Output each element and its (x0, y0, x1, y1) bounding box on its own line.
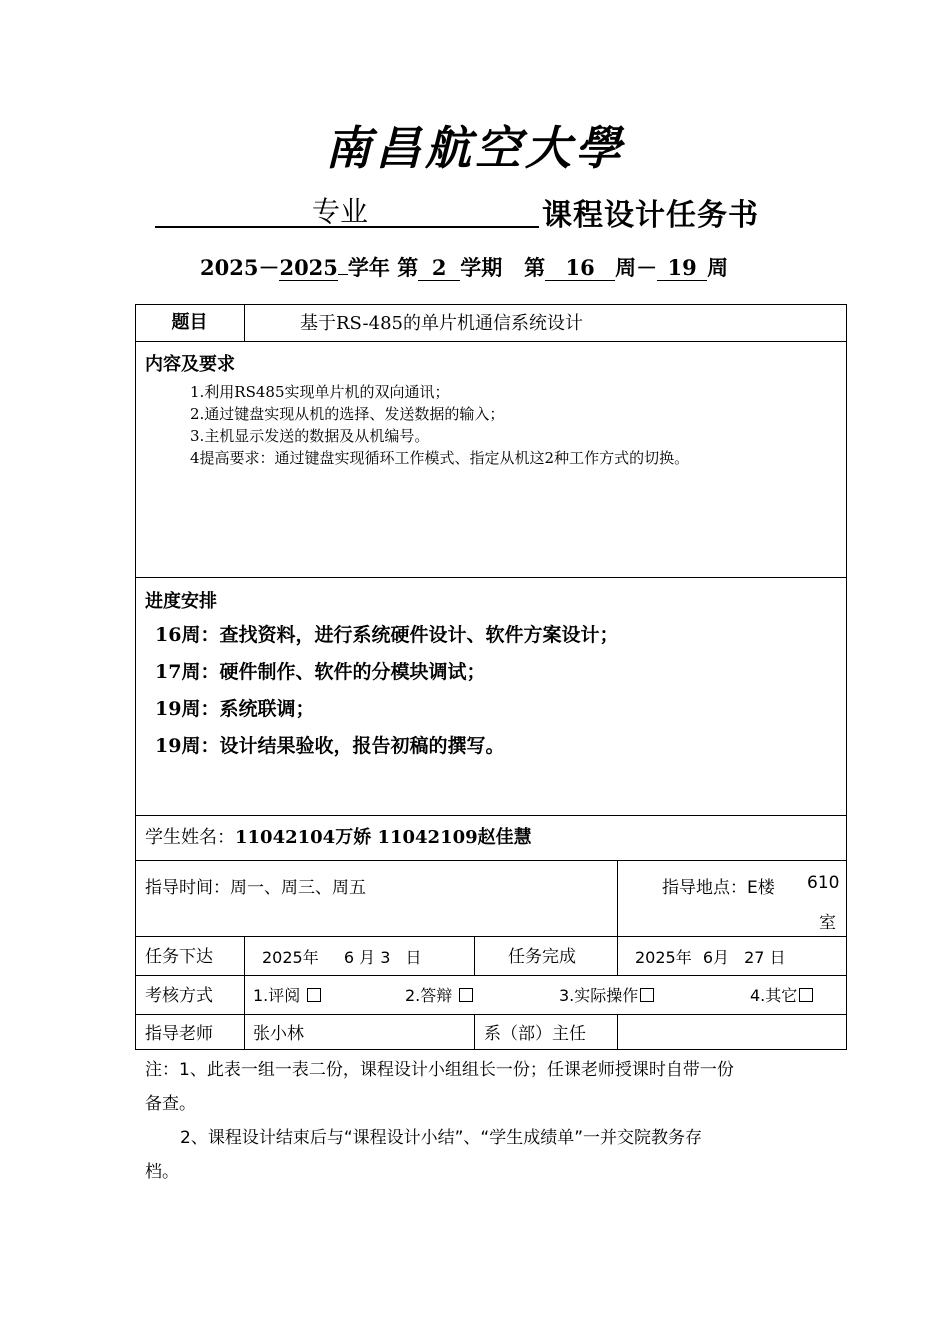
guide-place-building: E楼 (747, 878, 775, 898)
semester-label: 学期 (460, 255, 503, 280)
year-end: 2025 (279, 255, 338, 280)
week-end: 19 (657, 255, 707, 281)
issue-month: 6 月 (343, 948, 376, 967)
guide-place-room-suffix: 室 (819, 913, 836, 933)
schedule-item-3: 19周：系统联调； (155, 698, 315, 720)
checkbox-icon[interactable] (640, 988, 654, 1002)
guide-place (662, 873, 775, 898)
issue-label: 任务下达 (145, 947, 213, 967)
complete-label: 任务完成 (508, 947, 576, 967)
guide-place-room: 610 (807, 873, 840, 893)
assess-option-1: 1.评阅 (253, 975, 321, 1014)
schedule-label: 进度安排 (145, 591, 217, 612)
checkbox-icon[interactable] (799, 988, 813, 1002)
schedule-item-4: 19周：设计结果验收，报告初稿的撰写。 (155, 735, 505, 757)
note-line-2: 备查。 (145, 1094, 196, 1114)
checkbox-icon[interactable] (307, 988, 321, 1002)
term-line (200, 252, 728, 282)
note-line-1: 注：1、此表一组一表二份，课程设计小组组长一份；任课老师授课时自带一份 (145, 1060, 734, 1080)
assess-option-2: 2.答辩 (405, 975, 473, 1014)
guide-time-label: 指导时间： (145, 878, 230, 898)
issue-date (262, 936, 422, 975)
document-title: 课程设计任务书 (542, 198, 759, 233)
year-start: 2025 (200, 255, 259, 280)
semester-number: 2 (418, 255, 460, 281)
guide-place-label: 指导地点： (662, 878, 747, 898)
week-dash: － (636, 255, 658, 280)
notes (145, 1053, 825, 1189)
assess-option-3: 3.实际操作 (559, 975, 654, 1014)
guide-time (145, 873, 366, 898)
week-zhou-2: 周 (707, 255, 729, 280)
topic-value: 基于RS-485的单片机通信系统设计 (300, 313, 583, 334)
requirement-item-3: 3.主机显示发送的数据及从机编号。 (190, 427, 430, 445)
requirements-label: 内容及要求 (145, 354, 235, 375)
week-start: 16 (545, 255, 615, 281)
week-di: 第 (524, 255, 546, 280)
requirement-item-2: 2.通过键盘实现从机的选择、发送数据的输入； (190, 405, 505, 423)
students-label: 学生姓名： (145, 827, 235, 848)
complete-date (635, 936, 786, 975)
note-line-4: 档。 (145, 1162, 179, 1182)
requirement-item-4: 4提高要求：通过键盘实现循环工作模式、指定从机这2种工作方式的切换。 (190, 449, 690, 467)
requirements-list (190, 381, 840, 469)
guide-time-value: 周一、周三、周五 (230, 878, 366, 898)
checkbox-icon[interactable] (459, 988, 473, 1002)
complete-day: 27 (744, 948, 765, 967)
year-dash: － (258, 255, 280, 280)
topic-label: 题目 (171, 312, 208, 333)
students-row (145, 815, 532, 860)
week-zhou-1: 周 (615, 255, 637, 280)
assess-label: 考核方式 (145, 986, 213, 1006)
complete-month: 6月 (702, 948, 730, 967)
year-label: 学年 (347, 255, 390, 280)
major-field: 专业 (311, 195, 368, 228)
complete-ri: 日 (769, 948, 786, 967)
requirement-item-1: 1.利用RS485实现单片机的双向通讯； (190, 383, 450, 401)
teacher-label: 指导老师 (145, 1024, 213, 1044)
issue-day: 3 (380, 948, 391, 967)
issue-year: 2025年 (262, 948, 319, 967)
semester-di: 第 (397, 255, 419, 280)
schedule-list (155, 617, 835, 765)
dept-head-label: 系（部）主任 (484, 1024, 586, 1044)
assess-option-4: 4.其它 (750, 975, 813, 1014)
teacher-value: 张小林 (253, 1024, 304, 1044)
issue-ri: 日 (405, 948, 422, 967)
complete-year: 2025年 (635, 948, 692, 967)
students-value: 11042104万娇 11042109赵佳慧 (235, 827, 532, 848)
university-logo: 南昌航空大學 (325, 121, 625, 175)
schedule-item-2: 17周：硬件制作、软件的分模块调试； (155, 661, 486, 683)
schedule-item-1: 16周：查找资料，进行系统硬件设计、软件方案设计； (155, 624, 619, 646)
note-line-3: 2、课程设计结束后与“课程设计小结”、“学生成绩单”一并交院教务存 (180, 1128, 703, 1148)
